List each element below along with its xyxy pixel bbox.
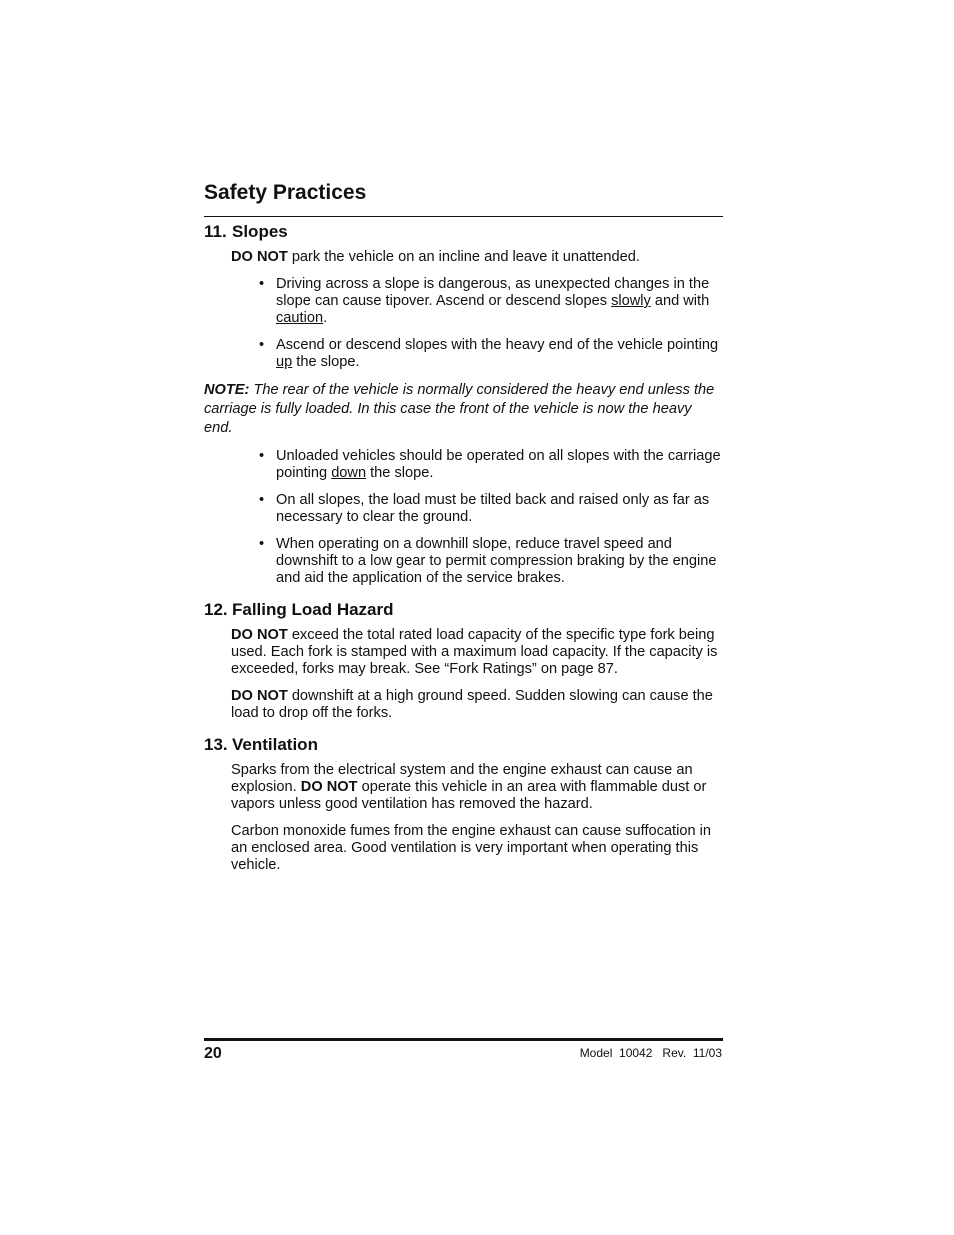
item-text: the slope. bbox=[366, 465, 434, 481]
paragraph-text: downshift at a high ground speed. Sudden slowing can cause the load to drop off the forks. bbox=[231, 688, 713, 721]
paragraph-text: exceed the total rated load capacity of the specific type fork being used. Each fork is stamped with a maximum load capacity. If the capacity is exceeded, forks may break. See “Fork Ratings” on page 87. bbox=[231, 627, 718, 677]
paragraph-text: operate this vehicle in an area with flammable dust or vapors unless good ventilation has removed the hazard. bbox=[231, 779, 707, 812]
paragraph-text: park the vehicle on an incline and leave it unattended. bbox=[287, 249, 640, 265]
page-number: 20 bbox=[204, 1045, 222, 1062]
warning-paragraph bbox=[231, 249, 723, 266]
bullet-icon: • bbox=[259, 276, 265, 292]
section-ventilation bbox=[204, 732, 723, 874]
item-text: On all slopes, the load must be tilted back and raised only as far as necessary to clear the ground. bbox=[276, 492, 710, 525]
section-slopes bbox=[204, 219, 723, 587]
bullet-list bbox=[257, 448, 723, 587]
list-item bbox=[257, 492, 723, 526]
warning-paragraph bbox=[231, 627, 723, 678]
item-text: When operating on a downhill slope, reduce travel speed and downshift to a low gear to permit compression braking by the engine and aid the application of the service brakes. bbox=[276, 536, 717, 586]
footer-rule bbox=[204, 1038, 723, 1041]
underlined-word: up bbox=[276, 354, 293, 370]
underlined-word: down bbox=[331, 465, 367, 481]
note-label: NOTE: bbox=[204, 382, 250, 398]
item-text: and with bbox=[650, 293, 710, 309]
do-not-label: DO NOT bbox=[300, 779, 358, 795]
section-heading bbox=[204, 219, 723, 244]
underlined-word: caution bbox=[276, 310, 324, 326]
section-heading bbox=[204, 597, 723, 622]
bullet-icon: • bbox=[259, 492, 265, 508]
section-title: Ventilation bbox=[232, 735, 318, 754]
list-item bbox=[257, 337, 723, 371]
bullet-icon: • bbox=[259, 536, 265, 552]
section-title: Falling Load Hazard bbox=[232, 600, 394, 619]
list-item bbox=[257, 448, 723, 482]
title-rule bbox=[204, 216, 723, 217]
paragraph-text: Sparks from the electrical system and the engine exhaust can cause an explosion. bbox=[231, 762, 693, 795]
page-title: Safety Practices bbox=[204, 181, 367, 204]
note-text: The rear of the vehicle is normally considered the heavy end unless the carriage is fully loaded. In this case the front of the vehicle is now the heavy end. bbox=[204, 382, 715, 436]
note-paragraph bbox=[204, 381, 723, 438]
section-number: 11. bbox=[204, 222, 227, 241]
list-item bbox=[257, 276, 723, 327]
do-not-label: DO NOT bbox=[231, 249, 288, 265]
section-heading bbox=[204, 732, 723, 757]
item-text: Unloaded vehicles should be operated on all slopes with the carriage pointing bbox=[276, 448, 721, 481]
paragraph-text: Carbon monoxide fumes from the engine exhaust can cause suffocation in an enclosed area. Good ventilation is very important when operating this vehicle. bbox=[231, 823, 711, 873]
section-title: Slopes bbox=[232, 222, 288, 241]
do-not-label: DO NOT bbox=[231, 688, 288, 704]
warning-paragraph bbox=[231, 688, 723, 722]
section-falling-load-hazard bbox=[204, 597, 723, 722]
body-paragraph bbox=[231, 823, 723, 874]
section-number: 13. bbox=[204, 735, 228, 754]
item-text: Driving across a slope is dangerous, as unexpected changes in the slope can cause tipover. Ascend or descend slopes bbox=[276, 276, 710, 309]
section-number: 12. bbox=[204, 600, 228, 619]
body-paragraph bbox=[231, 762, 723, 813]
bullet-icon: • bbox=[259, 337, 265, 353]
underlined-word: slowly bbox=[611, 293, 651, 309]
item-text: Ascend or descend slopes with the heavy end of the vehicle pointing bbox=[276, 337, 719, 353]
bullet-list bbox=[257, 276, 723, 371]
bullet-icon: • bbox=[259, 448, 265, 464]
do-not-label: DO NOT bbox=[231, 627, 288, 643]
list-item bbox=[257, 536, 723, 587]
page-content bbox=[204, 219, 723, 884]
item-text: the slope. bbox=[292, 354, 360, 370]
item-text: . bbox=[323, 310, 328, 326]
model-revision: Model 10042 Rev. 11/03 bbox=[579, 1046, 722, 1060]
